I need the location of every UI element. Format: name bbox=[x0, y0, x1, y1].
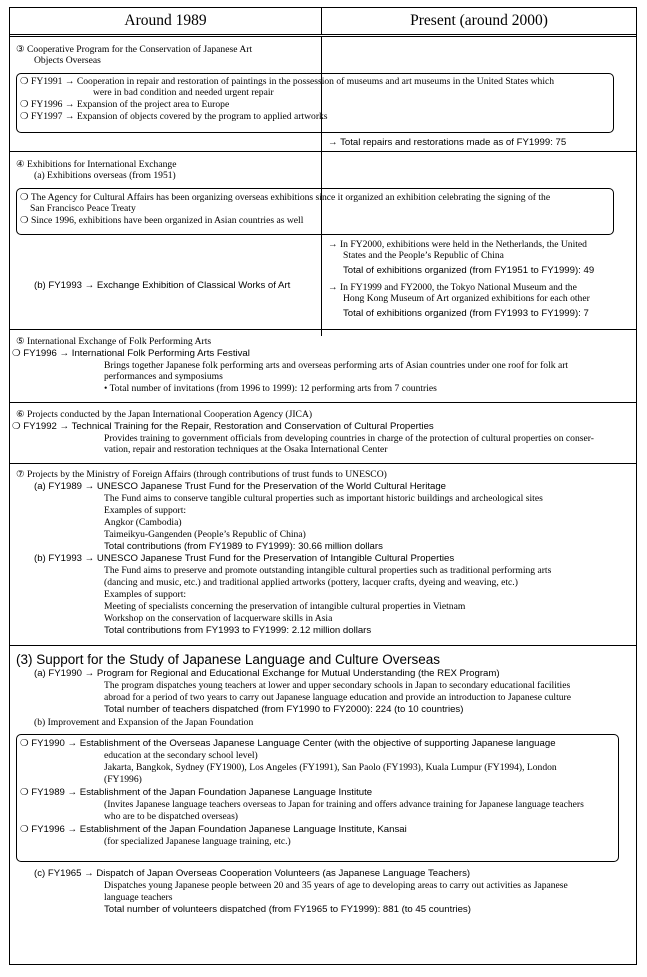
s7-b-3: (dancing and music, etc.) and traditional applied artworks (pottery, lacquer crafts, dyeing and weaving, etc.) bbox=[104, 577, 518, 588]
s4-bullet-1b: San Francisco Peace Treaty bbox=[30, 203, 136, 214]
s7-b-2: The Fund aims to preserve and promote outstanding intangible cultural properties such as traditional performing arts bbox=[104, 565, 552, 576]
table-header bbox=[10, 8, 636, 35]
s6-line-2: Provides training to government officials from developing countries in charge of the protection of cultural properties on conser- bbox=[104, 433, 594, 444]
s8-c-4: Total number of volunteers dispatched (from FY1965 to FY1999): 881 (to 45 countries) bbox=[104, 904, 471, 915]
s8-a-3: abroad for a period of two years to carry out Japanese language education and provide an introduction to Japanese culture bbox=[104, 692, 571, 703]
s7-a-4: Angkor (Cambodia) bbox=[104, 517, 182, 528]
s7-b-1: (b) FY1993 → UNESCO Japanese Trust Fund for the Preservation of Intangible Cultural Properties bbox=[34, 553, 455, 564]
header-double-rule bbox=[10, 36, 636, 37]
s8-y-3: who are to be dispatched overseas) bbox=[104, 811, 238, 822]
s3-title-1: ③ Cooperative Program for the Conservation of Japanese Art bbox=[16, 44, 253, 55]
document-page bbox=[9, 7, 637, 965]
header-left: Around 1989 bbox=[10, 8, 322, 34]
s7-b-5: Meeting of specialists concerning the preservation of intangible cultural properties in Vietnam bbox=[104, 601, 466, 612]
divider-s7 bbox=[10, 645, 636, 646]
s4-bullet-1a: ❍ The Agency for Cultural Affairs has been organizing overseas exhibitions since it organized an exhibition celebrating the signing of the bbox=[20, 192, 551, 203]
s4-present-1b: States and the People’s Republic of China bbox=[343, 250, 504, 261]
s5-line-2: Brings together Japanese folk performing arts and overseas performing arts of Asian countries under one roof for folk art bbox=[104, 360, 569, 371]
divider-s5 bbox=[10, 402, 636, 403]
s7-a-6: Total contributions (from FY1989 to FY1999): 30.66 million dollars bbox=[104, 541, 383, 552]
s7-b-7: Total contributions from FY1993 to FY1999: 2.12 million dollars bbox=[104, 625, 372, 636]
s7-a-5: Taimeikyu-Gangenden (People’s Republic of China) bbox=[104, 529, 306, 540]
s8-c-3: language teachers bbox=[104, 892, 173, 903]
s8-a-1: (a) FY1990 → Program for Regional and Educational Exchange for Mutual Understanding (the REX Program) bbox=[34, 668, 500, 679]
s3-bullet-1a: ❍ FY1991 → Cooperation in repair and restoration of paintings in the possession of museums and art museums in the United States which bbox=[20, 76, 555, 87]
s3-title-2: Objects Overseas bbox=[34, 55, 101, 66]
s8-x-1: ❍ FY1990 → Establishment of the Overseas Japanese Language Center (with the objective of supporting Japanese language bbox=[20, 738, 556, 749]
s8-a-4: Total number of teachers dispatched (from FY1990 to FY2000): 224 (to 10 countries) bbox=[104, 704, 464, 715]
divider-s4 bbox=[10, 329, 636, 330]
divider-s6 bbox=[10, 463, 636, 464]
s7-a-3: Examples of support: bbox=[104, 505, 187, 516]
s4-present-2a: → In FY1999 and FY2000, the Tokyo National Museum and the bbox=[328, 282, 577, 293]
s5-line-1: ❍ FY1996 → International Folk Performing Arts Festival bbox=[12, 348, 250, 359]
s8-title: (3) Support for the Study of Japanese Language and Culture Overseas bbox=[16, 652, 441, 667]
s3-present: → Total repairs and restorations made as of FY1999: 75 bbox=[328, 137, 567, 148]
s4-bullet-2: ❍ Since 1996, exhibitions have been organized in Asian countries as well bbox=[20, 215, 304, 226]
s3-bullet-1b: were in bad condition and needed urgent repair bbox=[93, 87, 274, 98]
s4-sub-b: (b) FY1993 → Exchange Exhibition of Classical Works of Art bbox=[34, 280, 291, 291]
s6-title: ⑥ Projects conducted by the Japan International Cooperation Agency (JICA) bbox=[16, 409, 313, 420]
s8-y-1: ❍ FY1989 → Establishment of the Japan Foundation Japanese Language Institute bbox=[20, 787, 373, 798]
s8-x-3: Jakarta, Bangkok, Sydney (FY1900), Los Angeles (FY1991), San Paolo (FY1993), Kuala Lumpur (FY1994), London bbox=[104, 762, 557, 773]
s4-present-2c: Total of exhibitions organized (from FY1993 to FY1999): 7 bbox=[343, 308, 589, 319]
s4-sub-a: (a) Exhibitions overseas (from 1951) bbox=[34, 170, 176, 181]
s7-b-6: Workshop on the conservation of lacquerware skills in Asia bbox=[104, 613, 333, 624]
header-right: Present (around 2000) bbox=[410, 12, 548, 29]
s6-line-3: vation, repair and restoration techniques at the Osaka International Center bbox=[104, 444, 388, 455]
s3-bullet-3: ❍ FY1997 → Expansion of objects covered by the program to applied artworks bbox=[20, 111, 328, 122]
s6-line-1: ❍ FY1992 → Technical Training for the Repair, Restoration and Conservation of Cultural Properties bbox=[12, 421, 434, 432]
s7-a-2: The Fund aims to conserve tangible cultural properties such as important historic buildings and archeological sites bbox=[104, 493, 543, 504]
s8-z-1: ❍ FY1996 → Establishment of the Japan Foundation Japanese Language Institute, Kansai bbox=[20, 824, 407, 835]
s4-title: ④ Exhibitions for International Exchange bbox=[16, 159, 177, 170]
s8-x-2: education at the secondary school level) bbox=[104, 750, 258, 761]
s5-title: ⑤ International Exchange of Folk Performing Arts bbox=[16, 336, 212, 347]
s7-title: ⑦ Projects by the Ministry of Foreign Affairs (through contributions of trust funds to UNESCO) bbox=[16, 469, 387, 480]
s8-z-2: (for specialized Japanese language training, etc.) bbox=[104, 836, 291, 847]
s7-a-1: (a) FY1989 → UNESCO Japanese Trust Fund for the Preservation of the World Cultural Heritage bbox=[34, 481, 447, 492]
s8-y-2: (Invites Japanese language teachers overseas to Japan for training and offers advance training for Japanese language teachers bbox=[104, 799, 584, 810]
s8-a-2: The program dispatches young teachers at lower and upper secondary schools in Japan to secondary educational facilities bbox=[104, 680, 571, 691]
divider-s3 bbox=[10, 151, 636, 152]
s5-line-4: • Total number of invitations (from 1996 to 1999): 12 performing arts from 7 countries bbox=[104, 383, 437, 394]
s8-x-4: (FY1996) bbox=[104, 774, 142, 785]
s3-bullet-2: ❍ FY1996 → Expansion of the project area to Europe bbox=[20, 99, 230, 110]
s7-b-4: Examples of support: bbox=[104, 589, 187, 600]
s4-present-1a: → In FY2000, exhibitions were held in the Netherlands, the United bbox=[328, 239, 587, 250]
s5-line-3: performances and symposiums bbox=[104, 371, 223, 382]
s4-present-1c: Total of exhibitions organized (from FY1951 to FY1999): 49 bbox=[343, 265, 595, 276]
s4-present-2b: Hong Kong Museum of Art organized exhibitions for each other bbox=[343, 293, 590, 304]
s8-c-1: (c) FY1965 → Dispatch of Japan Overseas Cooperation Volunteers (as Japanese Language Teachers) bbox=[34, 868, 471, 879]
s8-c-2: Dispatches young Japanese people between 20 and 35 years of age to developing areas to carry out activities as Japanese bbox=[104, 880, 568, 891]
s8-b: (b) Improvement and Expansion of the Japan Foundation bbox=[34, 717, 254, 728]
